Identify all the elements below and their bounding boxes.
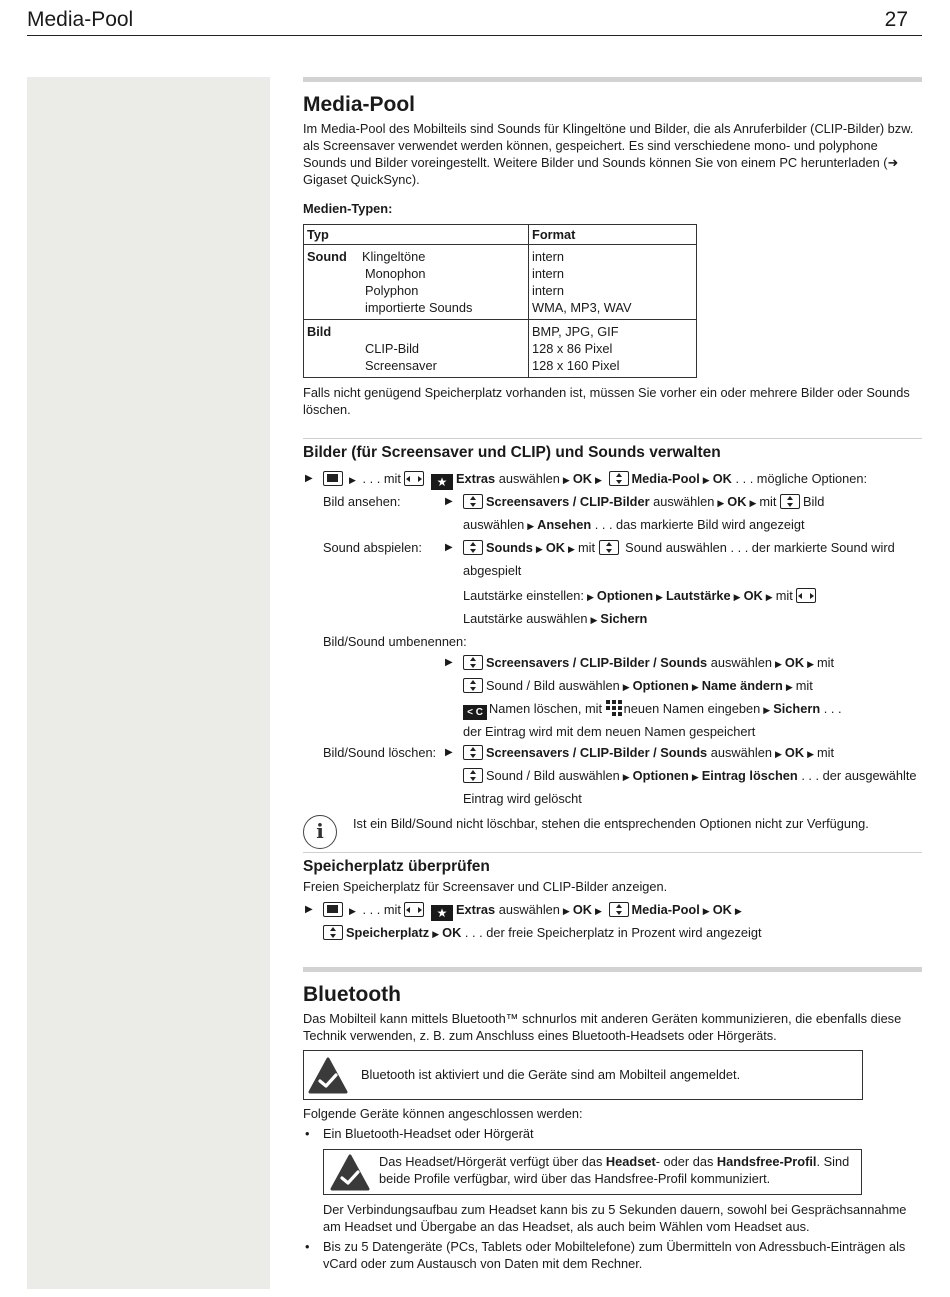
arrow-icon: ▶: [349, 906, 356, 916]
note-text: - oder das: [655, 1154, 714, 1169]
text-bild: Bild: [803, 494, 825, 509]
text-auswaehlen: auswählen: [498, 471, 560, 486]
text-mit: mit: [795, 678, 813, 693]
keypad-icon: [606, 700, 622, 716]
menu-lautstaerke: Lautstärke: [665, 588, 731, 603]
ok-label: OK: [572, 471, 593, 486]
text-auswaehlen: auswählen: [498, 902, 560, 917]
nav-left-right-key-icon: [404, 471, 424, 486]
step-suffix: . . . mögliche Optionen:: [735, 471, 868, 486]
option-label: Sound abspielen:: [323, 540, 422, 555]
star-extras-icon: ★: [431, 905, 453, 921]
media-pool-heading: Media-Pool: [303, 93, 416, 116]
ok-label: OK: [712, 902, 732, 917]
arrow-icon: ▶: [774, 659, 782, 669]
text-result: . . . das markierte Bild wird angezeigt: [594, 517, 805, 532]
devices-intro: Folgende Geräte können angeschlossen werden:: [303, 1106, 583, 1121]
storage-heading: Speicherplatz überprüfen: [303, 858, 490, 875]
text-auswaehlen: auswählen: [710, 655, 772, 670]
prerequisite-text: Bluetooth ist aktiviert und die Geräte sind am Mobilteil angemeldet.: [361, 1067, 741, 1082]
ok-label: OK: [545, 540, 566, 555]
text-mit: mit: [759, 494, 777, 509]
left-margin-panel: [27, 77, 270, 1289]
sound-item: Klingeltöne: [362, 249, 426, 264]
prerequisite-note: [303, 1050, 863, 1100]
text-lautstaerke-einstellen: Lautstärke einstellen:: [463, 588, 584, 603]
option-delete: [303, 742, 922, 809]
step-arrow-icon: ▶: [445, 657, 453, 668]
nav-up-down-key-icon: [599, 540, 619, 555]
bluetooth-intro: Das Mobilteil kann mittels Bluetooth™ schnurlos mit anderen Geräten kommunizieren, die ebenfalls diese Technik verwenden, z. B. zum Anschluss eines Bluetooth-Headsets oder Hörgeräts.: [303, 1011, 902, 1043]
nav-left-right-key-icon: [404, 902, 424, 917]
sound-item: Polyphon: [365, 283, 419, 298]
step-arrow-icon: ▶: [445, 496, 453, 507]
nav-left-right-key-icon: [796, 588, 816, 603]
menu-sichern: Sichern: [600, 611, 648, 626]
text-namen-loeschen: Namen löschen, mit: [489, 701, 603, 716]
arrow-icon: ▶: [349, 475, 356, 485]
media-pool-intro: Im Media-Pool des Mobilteils sind Sounds für Klingeltöne und Bilder, die als Anruferbilder (CLIP-Bilder) bzw. als Screensaver verwendet werden können, gespeichert. Es sind verschiedene mono- und polyphone Sounds und Bilder voreingestellt. Weitere Bilder und Sounds können Sie von einem PC herunterladen (➜ Gigaset QuickSync).: [303, 121, 914, 187]
text-mit: mit: [816, 655, 835, 670]
option-label: Bild/Sound umbenennen:: [323, 634, 467, 649]
arrow-icon: ▶: [702, 475, 710, 485]
text-neuen-namen: neuen Namen eingeben: [623, 701, 761, 716]
ok-label: OK: [784, 655, 805, 670]
storage-step: [303, 899, 922, 945]
page-number: 27: [884, 8, 908, 31]
list-item: [303, 1238, 922, 1272]
text-mit: . . . mit: [362, 471, 401, 486]
arrow-icon: ▶: [432, 929, 440, 939]
info-text: Ist ein Bild/Sound nicht löschbar, stehen die entsprechenden Optionen nicht zur Verfügung.: [353, 816, 869, 831]
step-arrow-icon: ▶: [445, 542, 453, 553]
note-handsfree: Handsfree-Profil: [716, 1154, 817, 1169]
arrow-icon: ▶: [807, 659, 814, 669]
arrow-icon: ▶: [595, 475, 602, 485]
arrow-icon: ▶: [717, 498, 725, 508]
menu-key-icon: [323, 471, 343, 486]
arrow-icon: ▶: [691, 772, 699, 782]
text-mit: mit: [577, 540, 596, 555]
ok-label: OK: [743, 588, 763, 603]
nav-up-down-key-icon: [463, 768, 483, 783]
text-mit: mit: [816, 745, 835, 760]
text-auswaehlen: auswählen: [710, 745, 772, 760]
nav-up-down-key-icon: [463, 540, 483, 555]
step-arrow-icon: ▶: [305, 473, 313, 484]
menu-extras: Extras: [456, 902, 496, 917]
subsection-divider: [303, 852, 922, 853]
nav-up-down-key-icon: [609, 902, 629, 917]
step-arrow-icon: ▶: [445, 747, 453, 758]
manage-step: [303, 469, 922, 490]
arrow-icon: ▶: [568, 544, 575, 554]
ok-label: OK: [712, 471, 732, 486]
list-item-text: Ein Bluetooth-Headset oder Hörgerät: [323, 1126, 534, 1141]
menu-ansehen: Ansehen: [537, 517, 592, 532]
text-sound-bild-auswaehlen: Sound / Bild auswählen: [486, 678, 620, 693]
text-auswaehlen: auswählen: [463, 517, 525, 532]
arrow-icon: ▶: [535, 544, 543, 554]
type-bild-label: Bild: [307, 324, 332, 339]
text-mit: . . . mit: [362, 902, 401, 917]
section-divider: [303, 77, 922, 82]
note-text: . Sind beide Profile verfügbar, wird über das Handsfree-Profil kommuniziert.: [379, 1154, 850, 1186]
arrow-icon: ▶: [562, 906, 570, 916]
option-label: Bild/Sound löschen:: [323, 745, 437, 760]
menu-eintrag-loeschen: Eintrag löschen: [701, 768, 798, 783]
sound-item: importierte Sounds: [365, 300, 473, 315]
arrow-icon: ▶: [622, 682, 630, 692]
nav-up-down-key-icon: [609, 471, 629, 486]
menu-speicherplatz: Speicherplatz: [346, 925, 430, 940]
nav-up-down-key-icon: [463, 678, 483, 693]
arrow-icon: ▶: [785, 682, 793, 692]
arrow-icon: ▶: [774, 749, 782, 759]
note-headset: Headset: [605, 1154, 656, 1169]
media-types-table: [303, 224, 697, 378]
arrow-icon: ▶: [749, 498, 757, 508]
table-header-type: Typ: [304, 225, 529, 245]
option-play-sound: [303, 537, 922, 631]
arrow-icon: ▶: [807, 749, 814, 759]
prerequisite-check-icon: [330, 1154, 370, 1192]
menu-sounds: Sounds: [486, 540, 533, 555]
media-types-heading: Medien-Typen:: [303, 201, 393, 216]
menu-screensavers-clip-sounds: Screensavers / CLIP-Bilder / Sounds: [486, 655, 708, 670]
menu-media-pool: Media-Pool: [631, 902, 700, 917]
ok-label: OK: [442, 925, 462, 940]
bild-item: Screensaver: [365, 358, 437, 373]
arrow-icon: ▶: [656, 592, 663, 602]
menu-optionen: Optionen: [632, 678, 689, 693]
info-icon: i: [303, 815, 337, 849]
info-note: [303, 815, 922, 843]
text-sound-bild-auswaehlen: Sound / Bild auswählen: [486, 768, 620, 783]
menu-optionen: Optionen: [596, 588, 654, 603]
storage-note: Falls nicht genügend Speicherplatz vorhanden ist, müssen Sie vorher ein oder mehrere Bilder oder Sounds löschen.: [303, 385, 910, 417]
menu-optionen: Optionen: [632, 768, 689, 783]
nav-up-down-key-icon: [463, 655, 483, 670]
sound-format: intern: [532, 266, 565, 281]
text-lautstaerke-auswaehlen: Lautstärke auswählen: [463, 611, 588, 626]
ok-label: OK: [727, 494, 747, 509]
text-sound-auswaehlen: Sound auswählen: [625, 540, 727, 555]
arrow-icon: ▶: [733, 592, 741, 602]
bluetooth-heading: Bluetooth: [303, 983, 401, 1006]
menu-name-aendern: Name ändern: [701, 678, 783, 693]
text-mit: mit: [775, 588, 793, 603]
sound-item: Monophon: [365, 266, 426, 281]
menu-screensavers-clip: Screensavers / CLIP-Bilder: [486, 494, 650, 509]
arrow-icon: ▶: [595, 906, 602, 916]
menu-key-icon: [323, 902, 343, 917]
text-result: . . . der markierte Sound wird abgespielt: [463, 540, 895, 578]
option-rename: [303, 631, 922, 742]
bullet-icon: •: [305, 1126, 310, 1141]
subsection-divider: [303, 438, 922, 439]
sound-format: WMA, MP3, WAV: [532, 300, 632, 315]
storage-desc: Freien Speicherplatz für Screensaver und CLIP-Bilder anzeigen.: [303, 879, 668, 894]
nav-up-down-key-icon: [463, 745, 483, 760]
manage-heading: Bilder (für Screensaver und CLIP) und Sounds verwalten: [303, 444, 721, 461]
ok-label: OK: [784, 745, 805, 760]
table-row: [304, 320, 697, 378]
profile-note: [323, 1149, 862, 1195]
arrow-icon: ▶: [586, 592, 594, 602]
menu-screensavers-clip-sounds: Screensavers / CLIP-Bilder / Sounds: [486, 745, 708, 760]
menu-sichern: Sichern: [773, 701, 821, 716]
option-label: Bild ansehen:: [323, 494, 401, 509]
clear-key-icon: < C: [463, 705, 487, 720]
menu-extras: Extras: [456, 471, 496, 486]
table-header-format: Format: [532, 227, 576, 242]
option-view-image: [303, 491, 922, 537]
list-item: [303, 1125, 922, 1142]
nav-up-down-key-icon: [323, 925, 343, 940]
arrow-icon: ▶: [765, 592, 773, 602]
arrow-icon: ▶: [590, 615, 598, 625]
running-header-title: Media-Pool: [27, 8, 134, 31]
bild-format: 128 x 160 Pixel: [532, 358, 620, 373]
table-row: [304, 245, 697, 320]
star-extras-icon: ★: [431, 474, 453, 490]
connection-note: Der Verbindungsaufbau zum Headset kann bis zu 5 Sekunden dauern, sowohl bei Gesprächsannahme am Headset und Übergabe an das Headset, als auch beim Wählen vom Headset aus.: [323, 1202, 907, 1234]
arrow-icon: ▶: [622, 772, 630, 782]
text-result: . . . der ausgewählte Eintrag wird gelöscht: [463, 768, 917, 806]
menu-media-pool: Media-Pool: [631, 471, 700, 486]
arrow-icon: ▶: [562, 475, 570, 485]
text-auswaehlen: auswählen: [653, 494, 715, 509]
bullet-icon: •: [305, 1239, 310, 1254]
arrow-icon: ▶: [734, 906, 742, 916]
note-text: Das Headset/Hörgerät verfügt über das: [379, 1154, 603, 1169]
page-header: [27, 6, 922, 36]
bild-format: 128 x 86 Pixel: [532, 341, 613, 356]
nav-up-down-key-icon: [780, 494, 800, 509]
arrow-icon: ▶: [763, 705, 771, 715]
bild-item: CLIP-Bild: [365, 341, 420, 356]
nav-up-down-key-icon: [463, 494, 483, 509]
sound-format: intern: [532, 249, 565, 264]
section-divider: [303, 967, 922, 972]
list-item-text: Bis zu 5 Datengeräte (PCs, Tablets oder Mobiltelefone) zum Übermitteln von Adressbuch-Einträgen als vCard oder zum Austausch von Daten mit dem Rechner.: [323, 1239, 906, 1271]
step-arrow-icon: ▶: [305, 904, 313, 915]
ok-label: OK: [572, 902, 593, 917]
arrow-icon: ▶: [691, 682, 699, 692]
profile-note-text: [379, 1153, 857, 1187]
type-sound-label: Sound: [307, 249, 347, 264]
text-dots: . . .: [823, 701, 842, 716]
text-result: der Eintrag wird mit dem neuen Namen gespeichert: [463, 724, 756, 739]
main-content: [303, 77, 922, 1272]
text-result: . . . der freie Speicherplatz in Prozent wird angezeigt: [464, 925, 762, 940]
prerequisite-check-icon: [308, 1057, 348, 1095]
bild-format: BMP, JPG, GIF: [532, 324, 619, 339]
sound-format: intern: [532, 283, 565, 298]
arrow-icon: ▶: [702, 906, 710, 916]
arrow-icon: ▶: [527, 521, 535, 531]
